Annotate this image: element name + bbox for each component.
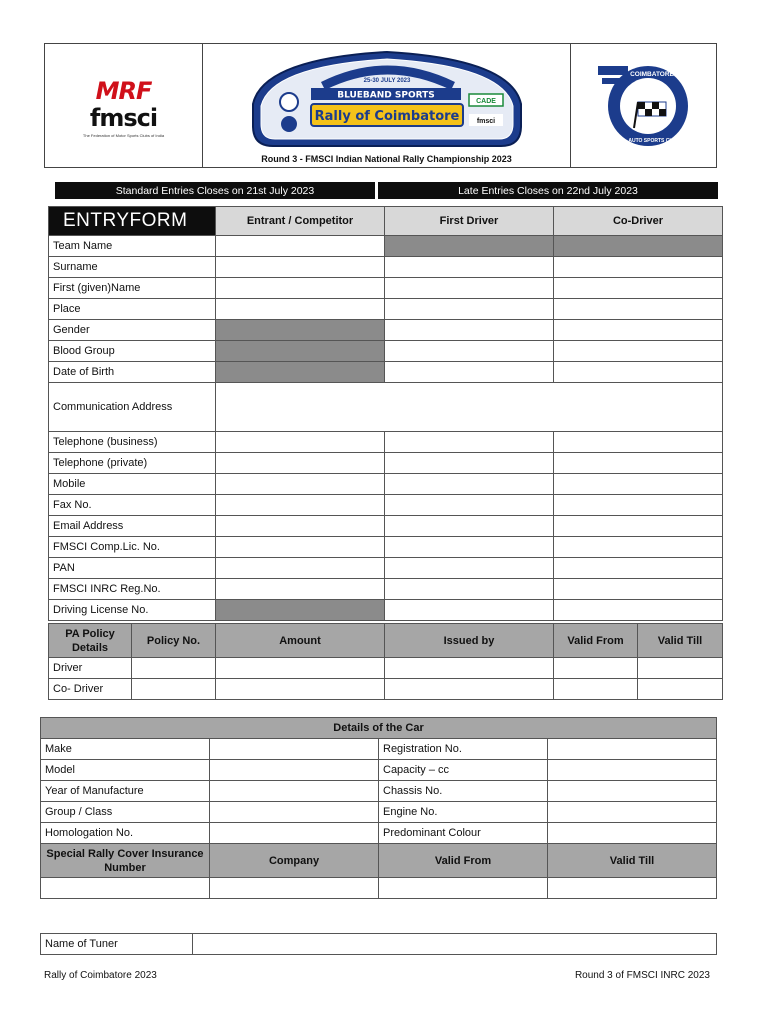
group-class-field[interactable] <box>210 802 379 823</box>
driver-valid-till-field[interactable] <box>638 658 723 679</box>
rally-badge-logo <box>203 44 571 154</box>
first-driver-gender-field[interactable] <box>385 320 554 341</box>
row-gender <box>49 320 723 341</box>
row-label: Email Address <box>49 516 216 537</box>
insurance-row <box>41 878 717 899</box>
policy-row-driver <box>49 658 723 679</box>
co-driver-team-name-disabled <box>554 236 723 257</box>
entry-form-table <box>48 206 723 621</box>
club-logo-top: COIMBATORE <box>629 70 674 78</box>
entrant-gender-disabled <box>216 320 385 341</box>
driver-policy-no-field[interactable] <box>132 658 216 679</box>
row-label: Communication Address <box>49 383 216 432</box>
rally-badge-title: Rally of Coimbatore <box>314 109 460 124</box>
club-logo-bottom: AUTO SPORTS CLUB <box>627 137 680 144</box>
engine-field[interactable] <box>548 802 717 823</box>
col-first-driver: First Driver <box>385 207 554 236</box>
footer-left: Rally of Coimbatore 2023 <box>44 970 157 981</box>
co-driver-inrc-reg-field[interactable] <box>554 579 723 600</box>
policy-row-co-driver <box>49 679 723 700</box>
car-details-table <box>40 717 717 899</box>
row-dob <box>49 362 723 383</box>
first-driver-inrc-reg-field[interactable] <box>385 579 554 600</box>
entrant-tel-private-field[interactable] <box>216 453 385 474</box>
entrant-driving-license-disabled <box>216 600 385 621</box>
standard-entries-banner <box>55 182 375 199</box>
tuner-row <box>41 934 717 955</box>
row-label: Mobile <box>49 474 216 495</box>
club-logo-cell <box>571 44 716 167</box>
entrant-surname-field[interactable] <box>216 257 385 278</box>
colour-field[interactable] <box>548 823 717 844</box>
entrant-comp-lic-field[interactable] <box>216 537 385 558</box>
row-comp-lic <box>49 537 723 558</box>
col-insurance-number: Special Rally Cover Insurance Number <box>41 844 210 878</box>
left-logo-cell <box>45 44 203 167</box>
co-driver-pan-field[interactable] <box>554 558 723 579</box>
fmsci-logo: fmsci <box>89 104 158 132</box>
col-amount: Amount <box>216 624 385 658</box>
row-label: Co- Driver <box>49 679 132 700</box>
row-label: Telephone (private) <box>49 453 216 474</box>
car-label-colour: Predominant Colour <box>379 823 548 844</box>
co-driver-amount-field[interactable] <box>216 679 385 700</box>
footer-right: Round 3 of FMSCI INRC 2023 <box>574 970 710 981</box>
co-driver-fax-field[interactable] <box>554 495 723 516</box>
entrant-email-field[interactable] <box>216 516 385 537</box>
row-surname <box>49 257 723 278</box>
header-box <box>44 43 717 168</box>
first-driver-place-field[interactable] <box>385 299 554 320</box>
row-label: First (given)Name <box>49 278 216 299</box>
car-row-4 <box>41 802 717 823</box>
first-driver-tel-private-field[interactable] <box>385 453 554 474</box>
car-label-registration: Registration No. <box>379 739 548 760</box>
row-label: FMSCI INRC Reg.No. <box>49 579 216 600</box>
row-blood-group <box>49 341 723 362</box>
row-email <box>49 516 723 537</box>
entrant-fax-field[interactable] <box>216 495 385 516</box>
col-policy-no: Policy No. <box>132 624 216 658</box>
entrant-blood-group-disabled <box>216 341 385 362</box>
tuner-label: Name of Tuner <box>41 934 193 955</box>
rally-badge-fmsci: fmsci <box>476 118 496 125</box>
rally-logo-cell <box>203 44 571 167</box>
entrant-place-field[interactable] <box>216 299 385 320</box>
row-label: FMSCI Comp.Lic. No. <box>49 537 216 558</box>
year-field[interactable] <box>210 781 379 802</box>
row-place <box>49 299 723 320</box>
rally-badge-sponsor-right: CADE <box>476 98 496 105</box>
coimbatore-club-logo <box>594 56 694 156</box>
row-label: Date of Birth <box>49 362 216 383</box>
car-row-5 <box>41 823 717 844</box>
row-label: Place <box>49 299 216 320</box>
row-inrc-reg <box>49 579 723 600</box>
standard-entries-text: Standard Entries Closes on 21st July 2023 <box>115 184 315 197</box>
car-label-capacity: Capacity – cc <box>379 760 548 781</box>
col-issued-by: Issued by <box>385 624 554 658</box>
first-driver-pan-field[interactable] <box>385 558 554 579</box>
first-driver-blood-group-field[interactable] <box>385 341 554 362</box>
driver-issued-by-field[interactable] <box>385 658 554 679</box>
co-driver-first-name-field[interactable] <box>554 278 723 299</box>
late-entries-text: Late Entries Closes on 22nd July 2023 <box>458 184 638 197</box>
entrant-team-name-field[interactable] <box>216 236 385 257</box>
driver-valid-from-field[interactable] <box>554 658 638 679</box>
col-entrant: Entrant / Competitor <box>216 207 385 236</box>
car-label-chassis: Chassis No. <box>379 781 548 802</box>
tuner-name-field[interactable] <box>193 934 717 955</box>
co-driver-gender-field[interactable] <box>554 320 723 341</box>
car-row-2 <box>41 760 717 781</box>
entrant-inrc-reg-field[interactable] <box>216 579 385 600</box>
co-driver-email-field[interactable] <box>554 516 723 537</box>
pa-policy-table <box>48 623 723 700</box>
entrant-first-name-field[interactable] <box>216 278 385 299</box>
model-field[interactable] <box>210 760 379 781</box>
col-insurance-valid-till: Valid Till <box>548 844 717 878</box>
co-driver-driving-license-field[interactable] <box>554 600 723 621</box>
rally-badge-sponsor: BLUEBAND SPORTS <box>337 90 435 101</box>
first-driver-team-name-disabled <box>385 236 554 257</box>
car-label-year: Year of Manufacture <box>41 781 210 802</box>
co-driver-issued-by-field[interactable] <box>385 679 554 700</box>
car-label-group: Group / Class <box>41 802 210 823</box>
co-driver-valid-from-field[interactable] <box>554 679 638 700</box>
co-driver-dob-field[interactable] <box>554 362 723 383</box>
co-driver-valid-till-field[interactable] <box>638 679 723 700</box>
row-label: Team Name <box>49 236 216 257</box>
row-driving-license <box>49 600 723 621</box>
first-driver-first-name-field[interactable] <box>385 278 554 299</box>
col-valid-till: Valid Till <box>638 624 723 658</box>
co-driver-place-field[interactable] <box>554 299 723 320</box>
car-details-title: Details of the Car <box>41 718 717 739</box>
col-co-driver: Co-Driver <box>554 207 723 236</box>
col-insurance-valid-from: Valid From <box>379 844 548 878</box>
col-insurance-company: Company <box>210 844 379 878</box>
driver-amount-field[interactable] <box>216 658 385 679</box>
make-field[interactable] <box>210 739 379 760</box>
car-label-model: Model <box>41 760 210 781</box>
co-driver-blood-group-field[interactable] <box>554 341 723 362</box>
car-label-make: Make <box>41 739 210 760</box>
registration-field[interactable] <box>548 739 717 760</box>
entry-form-title: ENTRYFORM <box>49 207 216 236</box>
car-row-1 <box>41 739 717 760</box>
co-driver-tel-private-field[interactable] <box>554 453 723 474</box>
row-label: Gender <box>49 320 216 341</box>
row-address <box>49 383 723 432</box>
fmsci-tagline: The Federation of Motor Sports Clubs of India <box>82 133 165 138</box>
co-driver-mobile-field[interactable] <box>554 474 723 495</box>
tuner-table <box>40 933 717 955</box>
row-first-name <box>49 278 723 299</box>
row-tel-business <box>49 432 723 453</box>
round-title: Round 3 - FMSCI Indian National Rally Championship 2023 <box>261 154 512 164</box>
car-label-engine: Engine No. <box>379 802 548 823</box>
entrant-dob-disabled <box>216 362 385 383</box>
co-driver-surname-field[interactable] <box>554 257 723 278</box>
row-label: Surname <box>49 257 216 278</box>
col-pa-policy: PA Policy Details <box>49 624 132 658</box>
row-label: Driver <box>49 658 132 679</box>
first-driver-comp-lic-field[interactable] <box>385 537 554 558</box>
col-valid-from: Valid From <box>554 624 638 658</box>
car-row-3 <box>41 781 717 802</box>
mrf-logo: MRF <box>95 77 152 105</box>
first-driver-tel-business-field[interactable] <box>385 432 554 453</box>
first-driver-email-field[interactable] <box>385 516 554 537</box>
row-fax <box>49 495 723 516</box>
row-label: Telephone (business) <box>49 432 216 453</box>
row-team-name <box>49 236 723 257</box>
co-driver-tel-business-field[interactable] <box>554 432 723 453</box>
insurance-valid-from-field[interactable] <box>379 878 548 899</box>
capacity-field[interactable] <box>548 760 717 781</box>
row-label: PAN <box>49 558 216 579</box>
chassis-field[interactable] <box>548 781 717 802</box>
address-field[interactable] <box>216 383 723 432</box>
first-driver-mobile-field[interactable] <box>385 474 554 495</box>
late-entries-banner <box>378 182 718 199</box>
first-driver-surname-field[interactable] <box>385 257 554 278</box>
homologation-field[interactable] <box>210 823 379 844</box>
co-driver-comp-lic-field[interactable] <box>554 537 723 558</box>
row-tel-private <box>49 453 723 474</box>
co-driver-policy-no-field[interactable] <box>132 679 216 700</box>
first-driver-dob-field[interactable] <box>385 362 554 383</box>
row-label: Blood Group <box>49 341 216 362</box>
rally-badge-date: 25-30 JULY 2023 <box>363 78 411 84</box>
entrant-tel-business-field[interactable] <box>216 432 385 453</box>
insurance-valid-till-field[interactable] <box>548 878 717 899</box>
first-driver-fax-field[interactable] <box>385 495 554 516</box>
row-pan <box>49 558 723 579</box>
entrant-pan-field[interactable] <box>216 558 385 579</box>
entrant-mobile-field[interactable] <box>216 474 385 495</box>
row-label: Driving License No. <box>49 600 216 621</box>
row-label: Fax No. <box>49 495 216 516</box>
insurance-company-field[interactable] <box>210 878 379 899</box>
row-mobile <box>49 474 723 495</box>
insurance-number-field[interactable] <box>41 878 210 899</box>
car-label-homologation: Homologation No. <box>41 823 210 844</box>
first-driver-driving-license-field[interactable] <box>385 600 554 621</box>
